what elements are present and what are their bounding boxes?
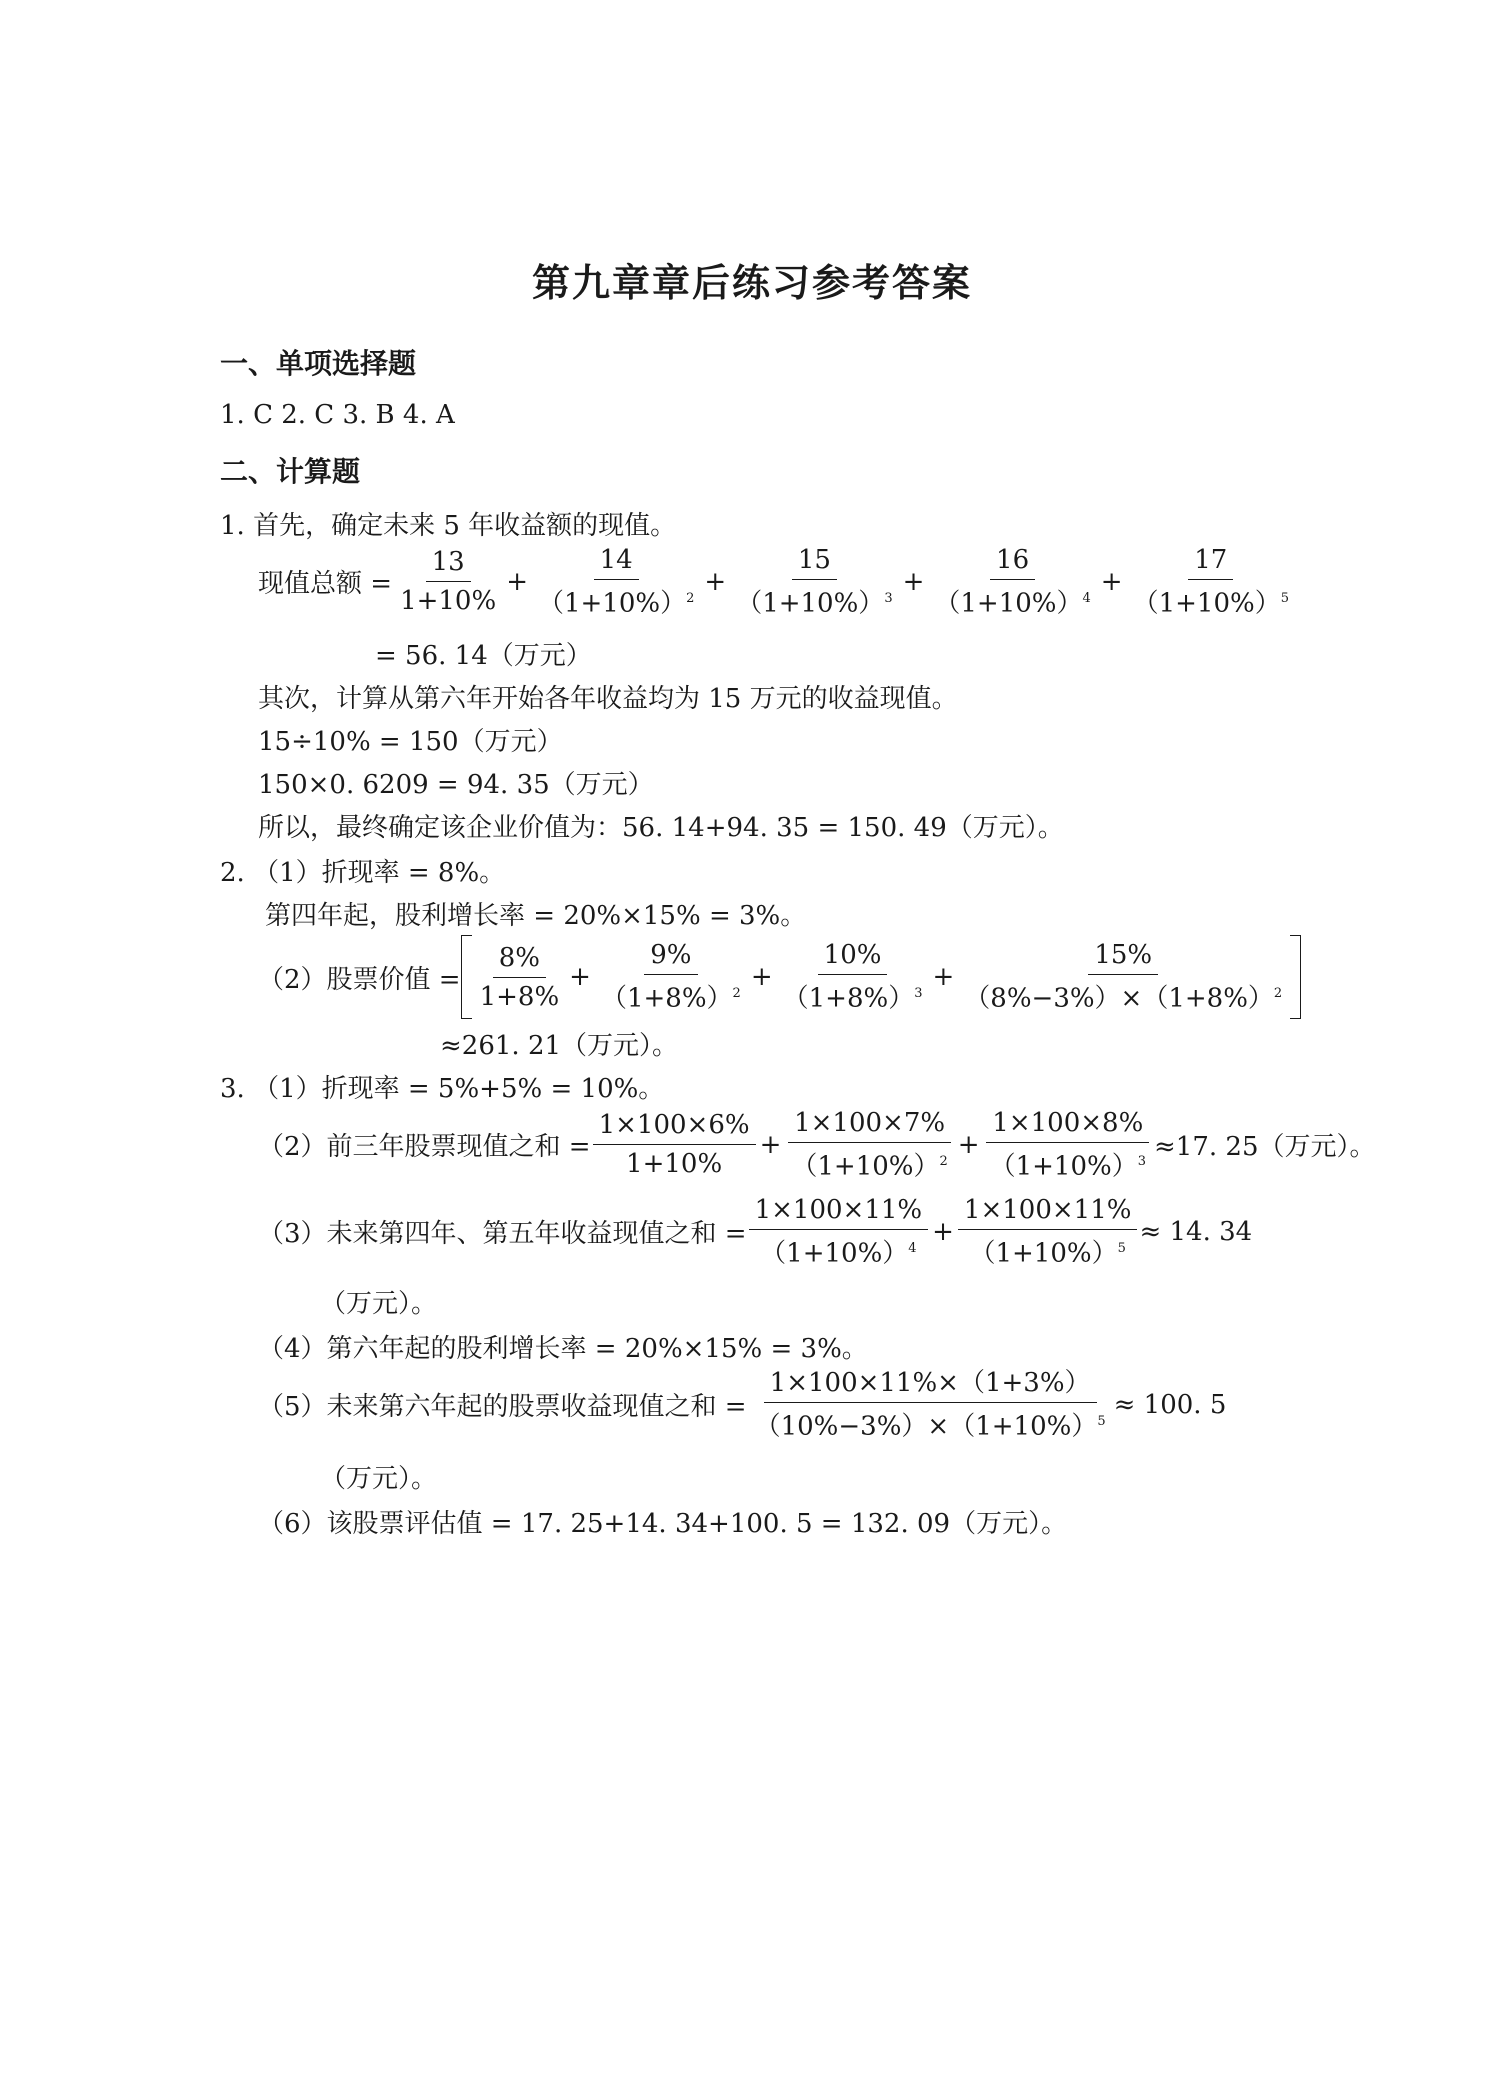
- q3-part3-tail: （万元）。: [320, 1289, 438, 1319]
- q3-part2-lhs: （2）前三年股票现值之和 =: [258, 1132, 591, 1163]
- q3-part3-fraction-2: $\frac{1\times 100\times 11\%}{(1+10\%)^5}$: [958, 1195, 1138, 1269]
- q3-part5-result: ≈ 100. 5: [1113, 1389, 1227, 1420]
- q3-part5-lhs: （5）未来第六年起的股票收益现值之和 =: [258, 1392, 747, 1423]
- section-heading-calc: 二、计算题: [220, 455, 361, 488]
- q2-formula-lhs: （2）股票价值 =: [258, 964, 461, 995]
- q1-fraction-1: $\frac{13}{1+10\%}$: [400, 547, 497, 617]
- q1-formula: 现值总额 = $\frac{13}{1+10\%}$ + $\frac{14}{(1+10\%)^2}$ + $\frac{15}{(1+10\%)^3}$ + $\frac{16}{(1+10\%)^4}$ + $\frac{17}{(1+10\%)^5}$: [258, 545, 1297, 619]
- q2-fraction-3: $\frac{10\%}{(1+8\%)^3}$: [782, 940, 923, 1014]
- q2-fraction-1: $\frac{8\%}{1+8\%}$: [479, 942, 560, 1012]
- q1-fraction-3: $\frac{15}{(1+10\%)^3}$: [736, 545, 893, 619]
- q2-line-2: 第四年起，股利增长率 = 20%×15% = 3%。: [265, 901, 807, 931]
- section-heading-choice: 一、单项选择题: [220, 347, 417, 380]
- q3-part5-formula: [258, 1368, 1226, 1442]
- q3-part5-tail: （万元）。: [320, 1464, 438, 1494]
- q3-line-1: 3. （1）折现率 = 5%+5% = 10%。: [220, 1074, 665, 1104]
- q1-fraction-4: $\frac{16}{(1+10\%)^4}$: [934, 545, 1091, 619]
- q1-line-5: 所以，最终确定该企业价值为：56. 14+94. 35 = 150. 49（万元）。: [258, 813, 1064, 843]
- q3-part3-formula: （3）未来第四年、第五年收益现值之和 = $\frac{1\times 100\times 11\%}{(1+10\%)^4}$ + $\frac{1\times 100\times 11\%}{(1+10\%)^5}$ ≈ 14. 34: [258, 1195, 1253, 1269]
- q1-fraction-2: $\frac{14}{(1+10\%)^2}$: [537, 545, 695, 619]
- page-title: 第九章章后练习参考答案: [531, 260, 972, 305]
- q3-part5-fraction: $\frac{1\times 100\times 11\%\times(1+3\%)}{(10\%-3\%)\times(1+10\%)^5}$: [754, 1368, 1106, 1442]
- q3-part2-fraction-1: $\frac{1\times 100\times 6\%}{1+10\%}$: [593, 1110, 756, 1179]
- q3-part6: （6）该股票评估值 = 17. 25+14. 34+100. 5 = 132. 09（万元）。: [258, 1509, 1068, 1539]
- q3-part3-lhs: （3）未来第四年、第五年收益现值之和 =: [258, 1219, 747, 1250]
- q3-part2-result: ≈17. 25（万元）。: [1154, 1132, 1376, 1163]
- q3-part4: （4）第六年起的股利增长率 = 20%×15% = 3%。: [258, 1334, 868, 1364]
- q3-part2-fraction-3: $\frac{1\times 100\times 8\%}{(1+10\%)^3}$: [984, 1108, 1152, 1182]
- q3-part3-fraction-1: $\frac{1\times 100\times 11\%}{(1+10\%)^4}$: [749, 1195, 929, 1269]
- left-bracket: [461, 935, 472, 1019]
- q1-line-3: 15÷10% = 150（万元）: [258, 727, 563, 757]
- choice-answers: 1. C 2. C 3. B 4. A: [220, 400, 455, 430]
- q3-part3-result: ≈ 14. 34: [1139, 1216, 1253, 1247]
- q2-formula: （2）股票价值 = $\frac{8\%}{1+8\%}$ + $\frac{9\%}{(1+8\%)^2}$ + $\frac{10\%}{(1+8\%)^3}$ + $\frac{15\%}{(8\%-3\%)\times(1+8\%)^2}$: [258, 935, 1301, 1019]
- q3-part2-formula: （2）前三年股票现值之和 = $\frac{1\times 100\times 6\%}{1+10\%}$ + $\frac{1\times 100\times 7\%}{(1+10\%)^2}$ + $\frac{1\times 100\times 8\%}{(1+10\%)^3}$ ≈17. 25（万元）。: [258, 1108, 1376, 1182]
- q3-part2-fraction-2: $\frac{1\times 100\times 7\%}{(1+10\%)^2}$: [785, 1108, 953, 1182]
- q2-line-1: 2. （1）折现率 = 8%。: [220, 858, 506, 888]
- q1-line-2: 其次，计算从第六年开始各年收益均为 15 万元的收益现值。: [258, 684, 958, 714]
- q1-formula-lhs: 现值总额 =: [258, 569, 393, 600]
- q2-fraction-2: $\frac{9\%}{(1+8\%)^2}$: [600, 940, 741, 1014]
- q2-result: ≈261. 21（万元）。: [440, 1031, 679, 1061]
- right-bracket: [1290, 935, 1301, 1019]
- q1-result: = 56. 14（万元）: [375, 641, 592, 671]
- q1-fraction-5: $\frac{17}{(1+10\%)^5}$: [1132, 545, 1289, 619]
- q2-fraction-4: $\frac{15\%}{(8\%-3\%)\times(1+8\%)^2}$: [964, 940, 1283, 1014]
- q1-intro: 1. 首先，确定未来 5 年收益额的现值。: [220, 511, 677, 541]
- q1-line-4: 150×0. 6209 = 94. 35（万元）: [258, 770, 654, 800]
